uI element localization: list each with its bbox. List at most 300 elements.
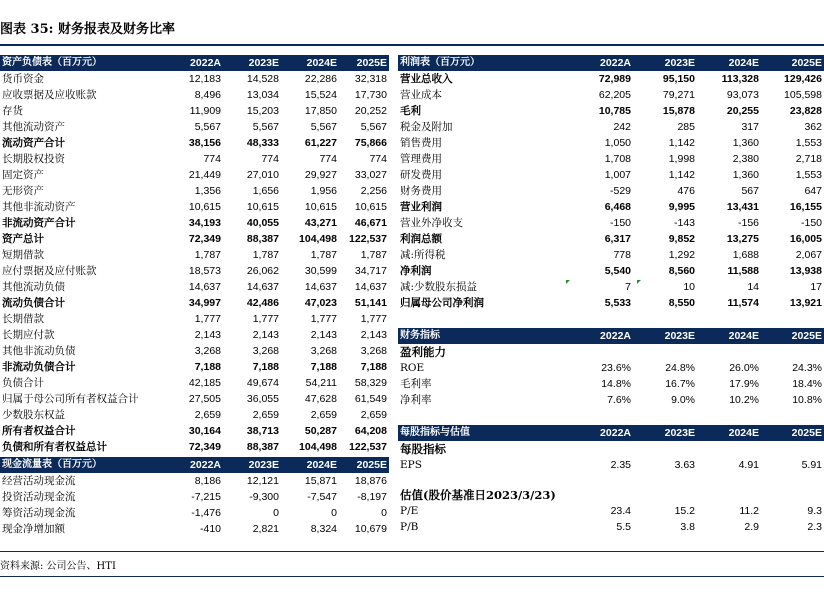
table-row: [0, 215, 389, 231]
row-value: 113,328: [721, 73, 759, 85]
row-label: 筹资活动现金流: [2, 507, 76, 519]
table-row: [0, 199, 389, 215]
table-row: [398, 119, 824, 135]
header-cell: 2023E: [633, 425, 697, 441]
row-value: 42,185: [188, 377, 221, 389]
per-share-body: [398, 425, 824, 535]
row-value: 9.0%: [671, 394, 695, 406]
row-label: 管理费用: [400, 153, 442, 165]
row-value: 0: [381, 507, 387, 519]
header-cell: 财务指标: [398, 328, 561, 344]
row-value: 47,023: [304, 297, 337, 309]
row-label: 营业总收入: [400, 73, 453, 85]
row-value: 15,878: [662, 105, 695, 117]
row-value: 72,349: [188, 233, 221, 245]
row-value: 774: [261, 153, 279, 165]
header-cell: 2024E: [697, 425, 761, 441]
cash-flow-table: [0, 457, 389, 537]
row-value: 1,356: [194, 185, 221, 197]
row-value: 2.9: [744, 521, 759, 533]
table-row: [0, 247, 389, 263]
table-row: [0, 231, 389, 247]
row-value: 24.3%: [792, 362, 822, 374]
row-value: 51,141: [354, 297, 387, 309]
row-value: 4.91: [738, 459, 759, 471]
table-header-row: [398, 55, 824, 71]
row-value: 16,155: [789, 201, 822, 213]
row-value: -150: [609, 217, 631, 229]
table-row: [398, 376, 824, 392]
table-row: [398, 231, 824, 247]
row-label: 税金及附加: [400, 121, 453, 133]
row-label: 财务费用: [400, 185, 442, 197]
row-value: 1,777: [360, 313, 387, 325]
row-value: 7.6%: [607, 394, 631, 406]
table-row: [0, 87, 389, 103]
row-value: 8,496: [194, 89, 221, 101]
row-value: 88,387: [246, 441, 279, 453]
row-value: 38,713: [246, 425, 279, 437]
row-value: 1,777: [310, 313, 337, 325]
table-row: [0, 521, 389, 537]
row-value: 2,659: [252, 409, 279, 421]
row-value: 1,956: [310, 185, 337, 197]
end-rule: [0, 576, 824, 577]
row-value: 23.6%: [601, 362, 631, 374]
row-value: -410: [199, 523, 221, 535]
header-cell: 2022A: [561, 55, 633, 71]
table-row: [0, 135, 389, 151]
row-value: 23.4: [610, 505, 631, 517]
header-cell: 2023E: [223, 55, 281, 71]
row-value: 3,268: [194, 345, 221, 357]
table-row: [398, 215, 824, 231]
row-value: -529: [609, 185, 631, 197]
row-value: -143: [673, 217, 695, 229]
row-value: 104,498: [299, 441, 337, 453]
financial-indicators-table: [398, 328, 824, 408]
row-value: 22,286: [304, 73, 337, 85]
row-value: 24.8%: [665, 362, 695, 374]
row-value: 2,143: [252, 329, 279, 341]
row-value: 10,615: [246, 201, 279, 213]
row-value: 61,227: [304, 137, 337, 149]
row-value: 104,498: [299, 233, 337, 245]
row-value: 0: [273, 507, 279, 519]
header-cell: 2023E: [223, 457, 281, 473]
row-value: 1,998: [668, 153, 695, 165]
header-cell: 每股指标与估值: [398, 425, 561, 441]
table-row: [0, 423, 389, 439]
row-value: 8,560: [668, 265, 695, 277]
row-value: 48,333: [246, 137, 279, 149]
row-value: 18,573: [188, 265, 221, 277]
row-value: 3.63: [674, 459, 695, 471]
row-label: 负债合计: [2, 377, 44, 389]
row-value: 122,537: [349, 233, 387, 245]
row-value: 40,055: [246, 217, 279, 229]
row-label: 长期借款: [2, 313, 44, 325]
row-value: 2,143: [194, 329, 221, 341]
row-label: 无形资产: [2, 185, 44, 197]
row-value: 5,567: [252, 121, 279, 133]
row-value: 8,186: [194, 475, 221, 487]
row-value: 7,188: [252, 361, 279, 373]
header-cell: 2024E: [697, 328, 761, 344]
balance-sheet-table: [0, 55, 389, 455]
row-value: 1,050: [604, 137, 631, 149]
row-value: 9,995: [668, 201, 695, 213]
row-value: -8,197: [357, 491, 387, 503]
row-label: 少数股东权益: [2, 409, 65, 421]
row-value: 13,034: [246, 89, 279, 101]
row-label: 经营活动现金流: [2, 475, 76, 487]
row-label: 现金净增加额: [2, 523, 65, 535]
table-row: [0, 71, 389, 87]
row-value: 476: [677, 185, 695, 197]
table-row: [398, 71, 824, 87]
per-share-table: [398, 425, 824, 535]
table-row: [0, 311, 389, 327]
row-value: 17,850: [304, 105, 337, 117]
table-row: [0, 391, 389, 407]
table-row: [398, 457, 824, 473]
row-label: 营业外净收支: [400, 217, 463, 229]
row-value: 13,938: [789, 265, 822, 277]
row-value: 10.8%: [792, 394, 822, 406]
row-value: 50,287: [304, 425, 337, 437]
row-value: 1,777: [194, 313, 221, 325]
row-value: 774: [203, 153, 221, 165]
row-label: 非流动负债合计: [2, 361, 76, 373]
row-value: 317: [741, 121, 759, 133]
row-label: 货币资金: [2, 73, 44, 85]
row-value: 6,468: [604, 201, 631, 213]
row-label: 销售费用: [400, 137, 442, 149]
row-label: 其他流动负债: [2, 281, 65, 293]
row-label: 营业利润: [400, 201, 442, 213]
row-value: 88,387: [246, 233, 279, 245]
row-value: 72,349: [188, 441, 221, 453]
row-value: -1,476: [191, 507, 221, 519]
row-value: 6,317: [604, 233, 631, 245]
table-row: [0, 263, 389, 279]
row-value: 33,027: [354, 169, 387, 181]
table-row: [0, 167, 389, 183]
row-label: 减:所得税: [400, 249, 446, 261]
header-cell: 2024E: [281, 457, 339, 473]
table-header-row: [0, 55, 389, 71]
row-value: 27,010: [246, 169, 279, 181]
row-label: 利润总额: [400, 233, 442, 245]
row-value: 17,730: [354, 89, 387, 101]
top-rule: [0, 44, 824, 46]
row-value: 26.0%: [729, 362, 759, 374]
section-row: [398, 487, 824, 503]
table-row: [398, 199, 824, 215]
row-value: 12,183: [188, 73, 221, 85]
row-value: 10.2%: [729, 394, 759, 406]
row-value: -156: [737, 217, 759, 229]
row-label: 其他非流动资产: [2, 201, 76, 213]
row-label: 投资活动现金流: [2, 491, 76, 503]
row-value: 49,674: [246, 377, 279, 389]
header-cell: 2022A: [170, 457, 223, 473]
row-value: 2,067: [795, 249, 822, 261]
table-header-row: [398, 425, 824, 441]
row-value: 34,193: [188, 217, 221, 229]
row-value: 2,380: [732, 153, 759, 165]
row-value: 61,549: [354, 393, 387, 405]
row-value: 10,679: [354, 523, 387, 535]
bottom-rule: [0, 551, 824, 552]
row-value: 1,787: [194, 249, 221, 261]
row-value: 567: [741, 185, 759, 197]
table-row: [398, 167, 824, 183]
row-value: 20,252: [354, 105, 387, 117]
row-value: 17.9%: [729, 378, 759, 390]
row-value: 105,598: [784, 89, 822, 101]
row-label: ROE: [400, 362, 425, 374]
row-label: 流动负债合计: [2, 297, 65, 309]
row-value: 2,659: [194, 409, 221, 421]
row-value: 43,271: [304, 217, 337, 229]
row-value: 3,268: [310, 345, 337, 357]
table-row: [0, 505, 389, 521]
row-value: 1,142: [668, 137, 695, 149]
flag-marker-icon: [637, 280, 641, 284]
row-label: 短期借款: [2, 249, 44, 261]
table-row: [398, 519, 824, 535]
table-row: [398, 360, 824, 376]
row-value: 20,255: [726, 105, 759, 117]
header-cell: 利润表（百万元）: [398, 55, 561, 71]
row-value: 46,671: [354, 217, 387, 229]
row-label: P/E: [400, 505, 419, 517]
header-cell: 2025E: [339, 457, 389, 473]
row-label: 净利率: [400, 394, 432, 406]
row-value: 7,188: [194, 361, 221, 373]
balance-sheet-body: [0, 55, 389, 455]
row-label: 其他非流动负债: [2, 345, 76, 357]
row-value: 13,431: [726, 201, 759, 213]
row-value: 774: [319, 153, 337, 165]
row-value: 1,142: [668, 169, 695, 181]
row-value: 13,921: [789, 297, 822, 309]
row-value: 5,533: [604, 297, 631, 309]
table-row: [398, 135, 824, 151]
row-value: 14,528: [246, 73, 279, 85]
row-label: 长期应付款: [2, 329, 55, 341]
table-row: [0, 375, 389, 391]
row-value: 11,588: [727, 265, 759, 277]
row-value: 5.5: [616, 521, 631, 533]
row-value: 2,659: [310, 409, 337, 421]
row-value: 2,143: [310, 329, 337, 341]
table-row: [398, 295, 824, 311]
row-value: 15,871: [304, 475, 337, 487]
row-value: 778: [613, 249, 631, 261]
table-row: [0, 327, 389, 343]
section-row: [398, 441, 824, 457]
table-row: [0, 473, 389, 489]
row-value: -150: [800, 217, 822, 229]
table-row: [0, 295, 389, 311]
row-value: 36,055: [246, 393, 279, 405]
table-row: [0, 151, 389, 167]
row-label: 归属于母公司所有者权益合计: [2, 393, 139, 405]
cash-flow-body: [0, 457, 389, 537]
row-value: 15,203: [246, 105, 279, 117]
row-value: 14,637: [354, 281, 387, 293]
row-label: 负债和所有者权益总计: [2, 441, 107, 453]
section-row: [398, 344, 824, 360]
row-value: 5,540: [604, 265, 631, 277]
table-row: [398, 103, 824, 119]
row-value: 5.91: [801, 459, 822, 471]
row-value: 122,537: [349, 441, 387, 453]
spacer-row: [398, 473, 824, 487]
row-value: 129,426: [784, 73, 822, 85]
row-value: 21,449: [188, 169, 221, 181]
table-row: [398, 87, 824, 103]
table-row: [0, 343, 389, 359]
row-label: EPS: [400, 459, 422, 471]
row-value: 9,852: [668, 233, 695, 245]
row-value: 8,550: [668, 297, 695, 309]
row-value: 7: [625, 281, 631, 293]
row-value: 3.8: [680, 521, 695, 533]
row-value: -7,215: [191, 491, 221, 503]
row-value: 1,007: [604, 169, 631, 181]
header-cell: 2022A: [561, 328, 633, 344]
header-cell: 2023E: [633, 328, 697, 344]
row-value: 5,567: [360, 121, 387, 133]
row-value: 10,785: [598, 105, 631, 117]
header-cell: 2025E: [339, 55, 389, 71]
row-value: 362: [804, 121, 822, 133]
row-label: 营业成本: [400, 89, 442, 101]
row-value: 75,866: [354, 137, 387, 149]
flag-marker-icon: [566, 280, 570, 284]
header-cell: 现金流量表（百万元）: [0, 457, 170, 473]
row-value: 30,599: [304, 265, 337, 277]
row-label: P/B: [400, 521, 419, 533]
row-value: 1,360: [732, 169, 759, 181]
table-row: [0, 119, 389, 135]
table-row: [398, 263, 824, 279]
table-header-row: [0, 457, 389, 473]
row-value: 7,188: [360, 361, 387, 373]
row-value: 242: [613, 121, 631, 133]
row-value: 29,927: [304, 169, 337, 181]
row-label: 毛利: [400, 105, 421, 117]
row-value: 18,876: [354, 475, 387, 487]
row-label: 固定资产: [2, 169, 44, 181]
row-value: 647: [804, 185, 822, 197]
row-value: 18.4%: [792, 378, 822, 390]
row-label: 减:少数股东损益: [400, 281, 478, 293]
row-value: 72,989: [598, 73, 631, 85]
row-label: 归属母公司净利润: [400, 297, 484, 309]
row-value: 11,574: [727, 297, 759, 309]
header-cell: 2024E: [697, 55, 761, 71]
row-value: 2,821: [252, 523, 279, 535]
row-value: 14,637: [304, 281, 337, 293]
row-value: 16,005: [789, 233, 822, 245]
row-value: 15,524: [304, 89, 337, 101]
table-row: [0, 439, 389, 455]
row-value: 14,637: [188, 281, 221, 293]
row-value: 38,156: [188, 137, 221, 149]
financial-indicators-body: [398, 328, 824, 408]
row-value: 15.2: [674, 505, 695, 517]
income-statement-body: [398, 55, 824, 311]
row-value: 47,628: [304, 393, 337, 405]
table-row: [0, 407, 389, 423]
row-value: 93,073: [726, 89, 759, 101]
row-label: 流动资产合计: [2, 137, 65, 149]
row-value: 10,615: [354, 201, 387, 213]
row-value: 5,567: [194, 121, 221, 133]
row-value: 11.2: [739, 505, 759, 517]
table-row: [398, 151, 824, 167]
row-value: 774: [369, 153, 387, 165]
row-value: 2,256: [360, 185, 387, 197]
table-header-row: [398, 328, 824, 344]
section-label: 每股指标: [400, 442, 446, 456]
table-row: [398, 279, 824, 295]
row-label: 资产总计: [2, 233, 44, 245]
header-cell: 2023E: [633, 55, 697, 71]
row-value: 1,787: [360, 249, 387, 261]
row-value: 1,360: [732, 137, 759, 149]
row-value: 10,615: [304, 201, 337, 213]
row-value: -9,300: [249, 491, 279, 503]
section-label: 估值(股价基准日2023/3/23): [400, 488, 556, 502]
header-cell: 2025E: [761, 55, 824, 71]
row-value: 1,553: [795, 169, 822, 181]
row-label: 非流动资产合计: [2, 217, 76, 229]
row-value: 2.35: [610, 459, 631, 471]
figure-title: 图表 35: 财务报表及财务比率: [0, 22, 175, 37]
row-value: 13,275: [726, 233, 759, 245]
row-value: 16.7%: [665, 378, 695, 390]
row-value: 1,656: [252, 185, 279, 197]
row-value: 14: [747, 281, 759, 293]
row-label: 所有者权益合计: [2, 425, 76, 437]
row-label: 应收票据及应收账款: [2, 89, 97, 101]
row-value: 8,324: [310, 523, 337, 535]
row-value: 1,787: [252, 249, 279, 261]
row-value: 1,777: [252, 313, 279, 325]
row-label: 其他流动资产: [2, 121, 65, 133]
header-cell: 2022A: [561, 425, 633, 441]
row-value: 12,121: [246, 475, 279, 487]
row-value: 3,268: [360, 345, 387, 357]
row-value: 1,292: [668, 249, 695, 261]
row-value: 17: [810, 281, 822, 293]
row-value: 2.3: [807, 521, 822, 533]
row-label: 毛利率: [400, 378, 432, 390]
row-value: 79,271: [662, 89, 695, 101]
row-value: 10,615: [188, 201, 221, 213]
row-value: 34,997: [188, 297, 221, 309]
row-value: 27,505: [188, 393, 221, 405]
row-value: 32,318: [354, 73, 387, 85]
row-value: 0: [331, 507, 337, 519]
row-value: 1,708: [604, 153, 631, 165]
